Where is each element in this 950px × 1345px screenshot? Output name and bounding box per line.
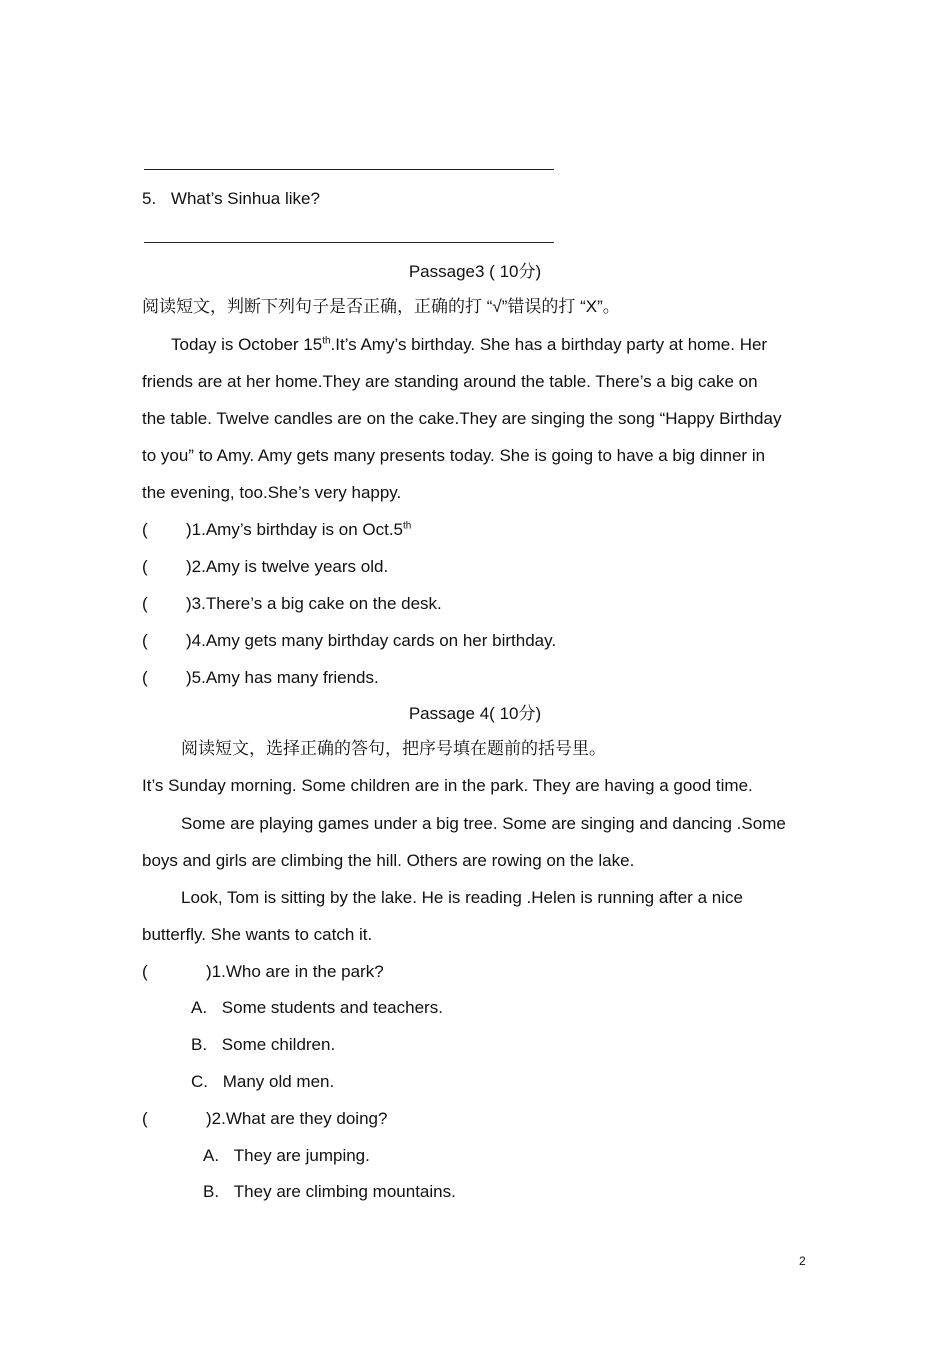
passage4-instruction: 阅读短文，选择正确的答句，把序号填在题前的括号里。	[181, 739, 606, 758]
tf-question-3: ( )3.There’s a big cake on the desk.	[142, 594, 442, 613]
tf-question-2: ( )2.Amy is twelve years old.	[142, 557, 389, 576]
question-number: 5.	[142, 189, 157, 208]
passage3-line-2: friends are at her home.They are standing around the table. There’s a big cake on	[142, 372, 758, 391]
question-text: What’s Sinhua like?	[170, 189, 320, 208]
passage3-line-1: Today is October 15th.It’s Amy’s birthday. She has a birthday party at home. Her	[171, 335, 768, 354]
passage4-line-5: butterfly. She wants to catch it.	[142, 925, 373, 944]
answer-paren[interactable]: (	[142, 594, 148, 613]
answer-paren[interactable]: (	[142, 668, 148, 687]
answer-paren[interactable]: (	[142, 962, 148, 981]
option-a	[203, 1146, 370, 1166]
answer-line	[144, 242, 554, 243]
passage4-line-2: Some are playing games under a big tree. Some are singing and dancing .Some	[181, 814, 786, 833]
option-b	[191, 1035, 335, 1055]
answer-paren[interactable]: (	[142, 557, 148, 576]
mc-question-1: ( )1.Who are in the park?	[142, 962, 384, 981]
passage3-line-4: to you” to Amy. Amy gets many presents today. She is going to have a big dinner in	[142, 446, 766, 465]
passage4-line-1: It’s Sunday morning. Some children are in the park. They are having a good time.	[142, 776, 753, 795]
question-5	[142, 189, 320, 209]
option-letter: C.	[191, 1072, 208, 1091]
option-text: Some children.	[221, 1035, 336, 1054]
page-number: 2	[799, 1254, 806, 1268]
tf-question-4: ( )4.Amy gets many birthday cards on her birthday.	[142, 631, 557, 650]
answer-paren[interactable]: (	[142, 1109, 148, 1128]
answer-paren[interactable]: (	[142, 631, 148, 650]
passage3-instruction: 阅读短文，判断下列句子是否正确，正确的打 “√”错误的打 “X”。	[142, 297, 620, 316]
option-letter: B.	[203, 1182, 220, 1201]
mc-question-2: ( )2.What are they doing?	[142, 1109, 388, 1128]
option-text: Many old men.	[222, 1072, 335, 1091]
tf-question-1: ( )1.Amy’s birthday is on Oct.5th	[142, 520, 412, 539]
tf-question-5: ( )5.Amy has many friends.	[142, 668, 379, 687]
option-letter: A.	[191, 998, 208, 1017]
option-b	[203, 1182, 456, 1202]
option-text: Some students and teachers.	[221, 998, 443, 1017]
passage4-line-4: Look, Tom is sitting by the lake. He is reading .Helen is running after a nice	[181, 888, 743, 907]
option-a	[191, 998, 443, 1018]
answer-line	[144, 169, 554, 170]
passage4-heading: Passage 4( 10分)	[408, 704, 542, 723]
option-text: They are climbing mountains.	[233, 1182, 456, 1201]
passage4-line-3: boys and girls are climbing the hill. Others are rowing on the lake.	[142, 851, 635, 870]
answer-paren[interactable]: (	[142, 520, 148, 539]
passage3-line-5: the evening, too.She’s very happy.	[142, 483, 402, 502]
option-c	[191, 1072, 334, 1092]
passage3-line-3: the table. Twelve candles are on the cake.They are singing the song “Happy Birthday	[142, 409, 782, 428]
option-letter: A.	[203, 1146, 220, 1165]
option-letter: B.	[191, 1035, 208, 1054]
option-text: They are jumping.	[233, 1146, 370, 1165]
passage3-heading: Passage3 ( 10分)	[408, 262, 542, 281]
